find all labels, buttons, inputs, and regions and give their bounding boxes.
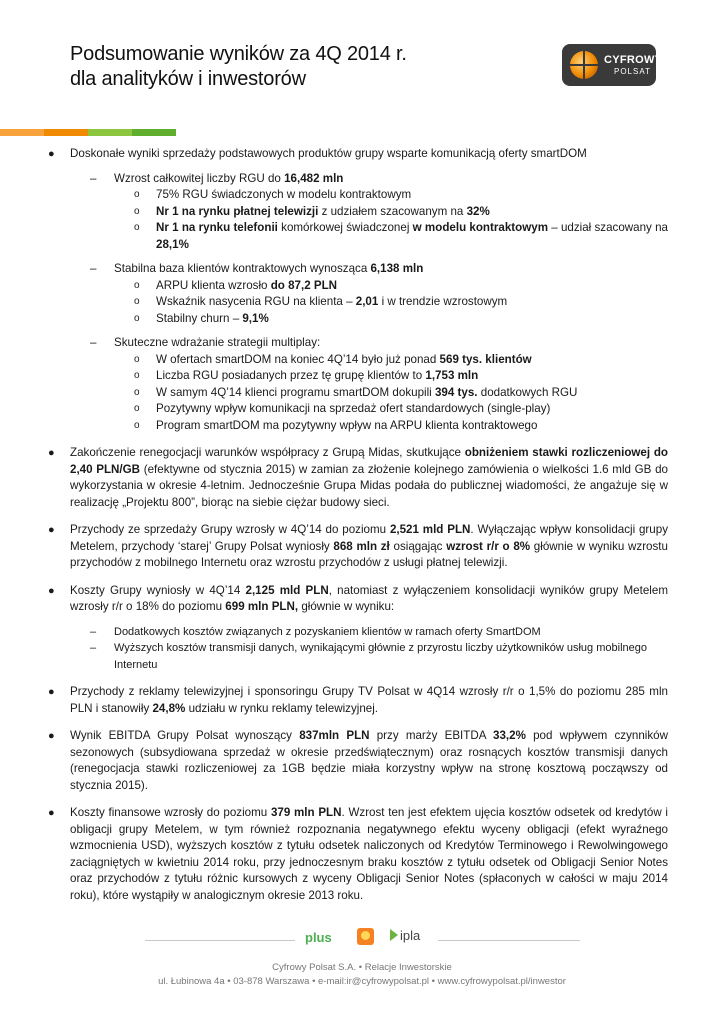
dash-icon: – <box>90 171 97 185</box>
item-telephony: o Nr 1 na rynku telefonii komórkowej świadczonej w modelu kontraktowym – udział szacowany na 28,1% <box>134 221 668 251</box>
circle-bullet-icon: o <box>134 222 140 233</box>
item-smartdom-clients: o W ofertach smartDOM na koniec 4Q’14 było już ponad 569 tys. klientów <box>48 352 668 369</box>
bullet-financial-costs: ● Koszty finansowe wzrosły do poziomu 379 mln PLN. Wzrost ten jest efektem ujęcia kosztów odsetek od kredytów i obligacji grupy Metelem, w tym również rozpoznania negatywnego efektu wyceny obligacji (efekt wyraźnego wzmocnienia USD), wyższych kosztów z tytułu odsetek naliczonych od Kredytów Terminowego i Rewolwingowego zaciągniętych w kwietniu 2014 roku, przy jednoczesnym braku kosztów z tytułu odsetek od Obligacji Senior Notes oraz przychodów z tytułu różnic kursowych z wyceny Obligacji Senior Notes (spłaconych w całości w maju 2014 roku), które wystąpiły w analogicznym okresie 2013 roku. <box>48 806 668 902</box>
dash-icon: – <box>90 336 97 349</box>
color-bar-1 <box>0 129 44 136</box>
polsat-logo <box>357 928 374 945</box>
item-saturation: o Wskaźnik nasycenia RGU na klienta – 2,01 i w trendzie wzrostowym <box>48 294 668 311</box>
sub-costs-transmission: – Wyższych kosztów transmisji danych, wynikającymi głównie z przyrostu liczby użytkowników usług mobilnego Internetu <box>90 642 647 671</box>
bullet-advertising: ● Przychody z reklamy telewizyjnej i sponsoringu Grupy TV Polsat w 4Q14 wzrosły r/r o 1,5% do poziomu 285 mln PLN i stanowiły 24,8% udziału w rynku reklamy telewizyjnej. <box>48 685 668 715</box>
item-contract: o 75% RGU świadczonych w modelu kontraktowym <box>48 187 668 204</box>
item-extra-rgu: o W samym 4Q’14 klienci programu smartDOM dokupili 394 tys. dodatkowych RGU <box>48 385 668 402</box>
dash-icon: – <box>90 642 97 654</box>
bullet-midas: ● Zakończenie renegocjacji warunków współpracy z Grupą Midas, skutkujące obniżeniem stawki rozliczeniowej do 2,40 PLN/GB (efektywne od stycznia 2015) w zamian za złożenie kolejnego zamówienia o wielkości 1.6 mld GB do wykorzystania w okresie 4-letnim. Jednocześnie Grupa Midas podała do publicznej wiadomości, że angażuje się w realizację „Projektu 800”, biorąc na siebie ciężar budowy sieci. <box>48 446 668 509</box>
circle-bullet-icon: o <box>134 296 140 307</box>
title-line-1: Podsumowanie wyników za 4Q 2014 r. <box>70 43 407 65</box>
sub-rgu: – Wzrost całkowitej liczby RGU do 16,482 mln <box>48 171 668 188</box>
play-icon <box>390 929 398 941</box>
bullet-costs: ● Koszty Grupy wyniosły w 4Q’14 2,125 mld PLN, natomiast z wyłączeniem konsolidacji wyników grupy Metelem wzrosły r/r o 18% do poziomu 699 mln PLN, głównie w wyniku: <box>48 583 668 613</box>
sub-clients: – Stabilna baza klientów kontraktowych wynosząca 6,138 mln <box>48 261 668 278</box>
bullet-icon: ● <box>48 524 55 536</box>
item-single-play: o Pozytywny wpływ komunikacji na sprzedaż ofert standardowych (single-play) <box>48 401 668 418</box>
circle-bullet-icon: o <box>134 312 140 324</box>
bullet-ebitda: ● Wynik EBITDA Grupy Polsat wynoszący 837mln PLN przy marży EBITDA 33,2% pod wpływem czynników sezonowych (subsydiowana sprzedaż w okresie przedświątecznym) oraz rosnących kosztów transmisji danych (renegocjacja stawki rozliczeniowej za 1GB będzie miała korzystny wpływ na stronę kosztową począwszy od stycznia 2015). <box>48 729 668 792</box>
circle-bullet-icon: o <box>134 279 140 291</box>
bullet-icon: ● <box>48 730 55 742</box>
bullet-text: Doskonałe wyniki sprzedaży podstawowych produktów grupy wsparte komunikacją oferty smartDOM <box>70 147 587 160</box>
item-smartdom-rgu: o Liczba RGU posiadanych przez tę grupę klientów to 1,753 mln <box>48 368 668 385</box>
dash-icon: – <box>90 262 97 275</box>
logo-text-1: CYFROWY <box>604 54 663 66</box>
globe-icon <box>570 51 598 79</box>
logo-text-2: POLSAT <box>614 67 651 76</box>
plus-logo: plus <box>305 930 332 945</box>
title-line-2: dla analityków i inwestorów <box>70 68 306 90</box>
page-title <box>70 42 407 92</box>
sub-costs-clients: – Dodatkowych kosztów związanych z pozyskaniem klientów w ramach oferty SmartDOM <box>48 624 668 641</box>
color-bar-2 <box>44 129 88 136</box>
report-body <box>48 146 668 904</box>
circle-bullet-icon: o <box>134 386 140 398</box>
bullet-sales <box>48 146 668 163</box>
footer-company: Cyfrowy Polsat S.A. • Relacje Inwestorskie <box>272 962 452 973</box>
bullet-icon: ● <box>48 584 55 597</box>
color-bar-4 <box>132 129 176 136</box>
bullet-icon: ● <box>48 807 55 819</box>
circle-bullet-icon: o <box>134 189 140 200</box>
footer-rule-left <box>145 940 295 941</box>
item-arpu: o ARPU klienta wzrosło do 87,2 PLN <box>48 278 668 295</box>
item-paytv: o Nr 1 na rynku płatnej telewizji z udziałem szacowanym na 32% <box>48 204 668 221</box>
bullet-icon: ● <box>48 686 55 698</box>
item-churn: o Stabilny churn – 9,1% <box>48 311 668 328</box>
circle-bullet-icon: o <box>134 403 140 414</box>
circle-bullet-icon: o <box>134 205 140 217</box>
footer-address: ul. Łubinowa 4a • 03-878 Warszawa • e-mail:ir@cyfrowypolsat.pl • www.cyfrowypolsat.pl/inwestor <box>158 976 566 987</box>
footer-rule-right <box>438 940 580 941</box>
item-arpu-impact: o Program smartDOM ma pozytywny wpływ na ARPU klienta kontraktowego <box>48 418 668 435</box>
circle-bullet-icon: o <box>134 353 140 365</box>
dash-icon: – <box>90 625 97 638</box>
sub-multiplay: – Skuteczne wdrażanie strategii multiplay: <box>48 335 668 352</box>
bullet-revenue: ● Przychody ze sprzedaży Grupy wzrosły w 4Q’14 do poziomu 2,521 mld PLN. Wyłączając wpływ konsolidacji grupy Metelem, przychody ‘starej’ Grupy Polsat wyniosły 868 mln zł osiągając wzrost r/r o 8% głównie w wyniku wzrostu przychodów z mobilnego Internetu oraz wzrostu przychodów z usługi płatnej telewizji. <box>48 523 668 569</box>
circle-bullet-icon: o <box>134 419 140 431</box>
bullet-icon: ● <box>48 148 55 160</box>
circle-bullet-icon: o <box>134 370 140 381</box>
cyfrowy-polsat-logo <box>562 44 663 86</box>
ipla-logo: ipla <box>390 928 420 943</box>
bullet-icon: ● <box>48 447 55 459</box>
color-bar-3 <box>88 129 132 136</box>
